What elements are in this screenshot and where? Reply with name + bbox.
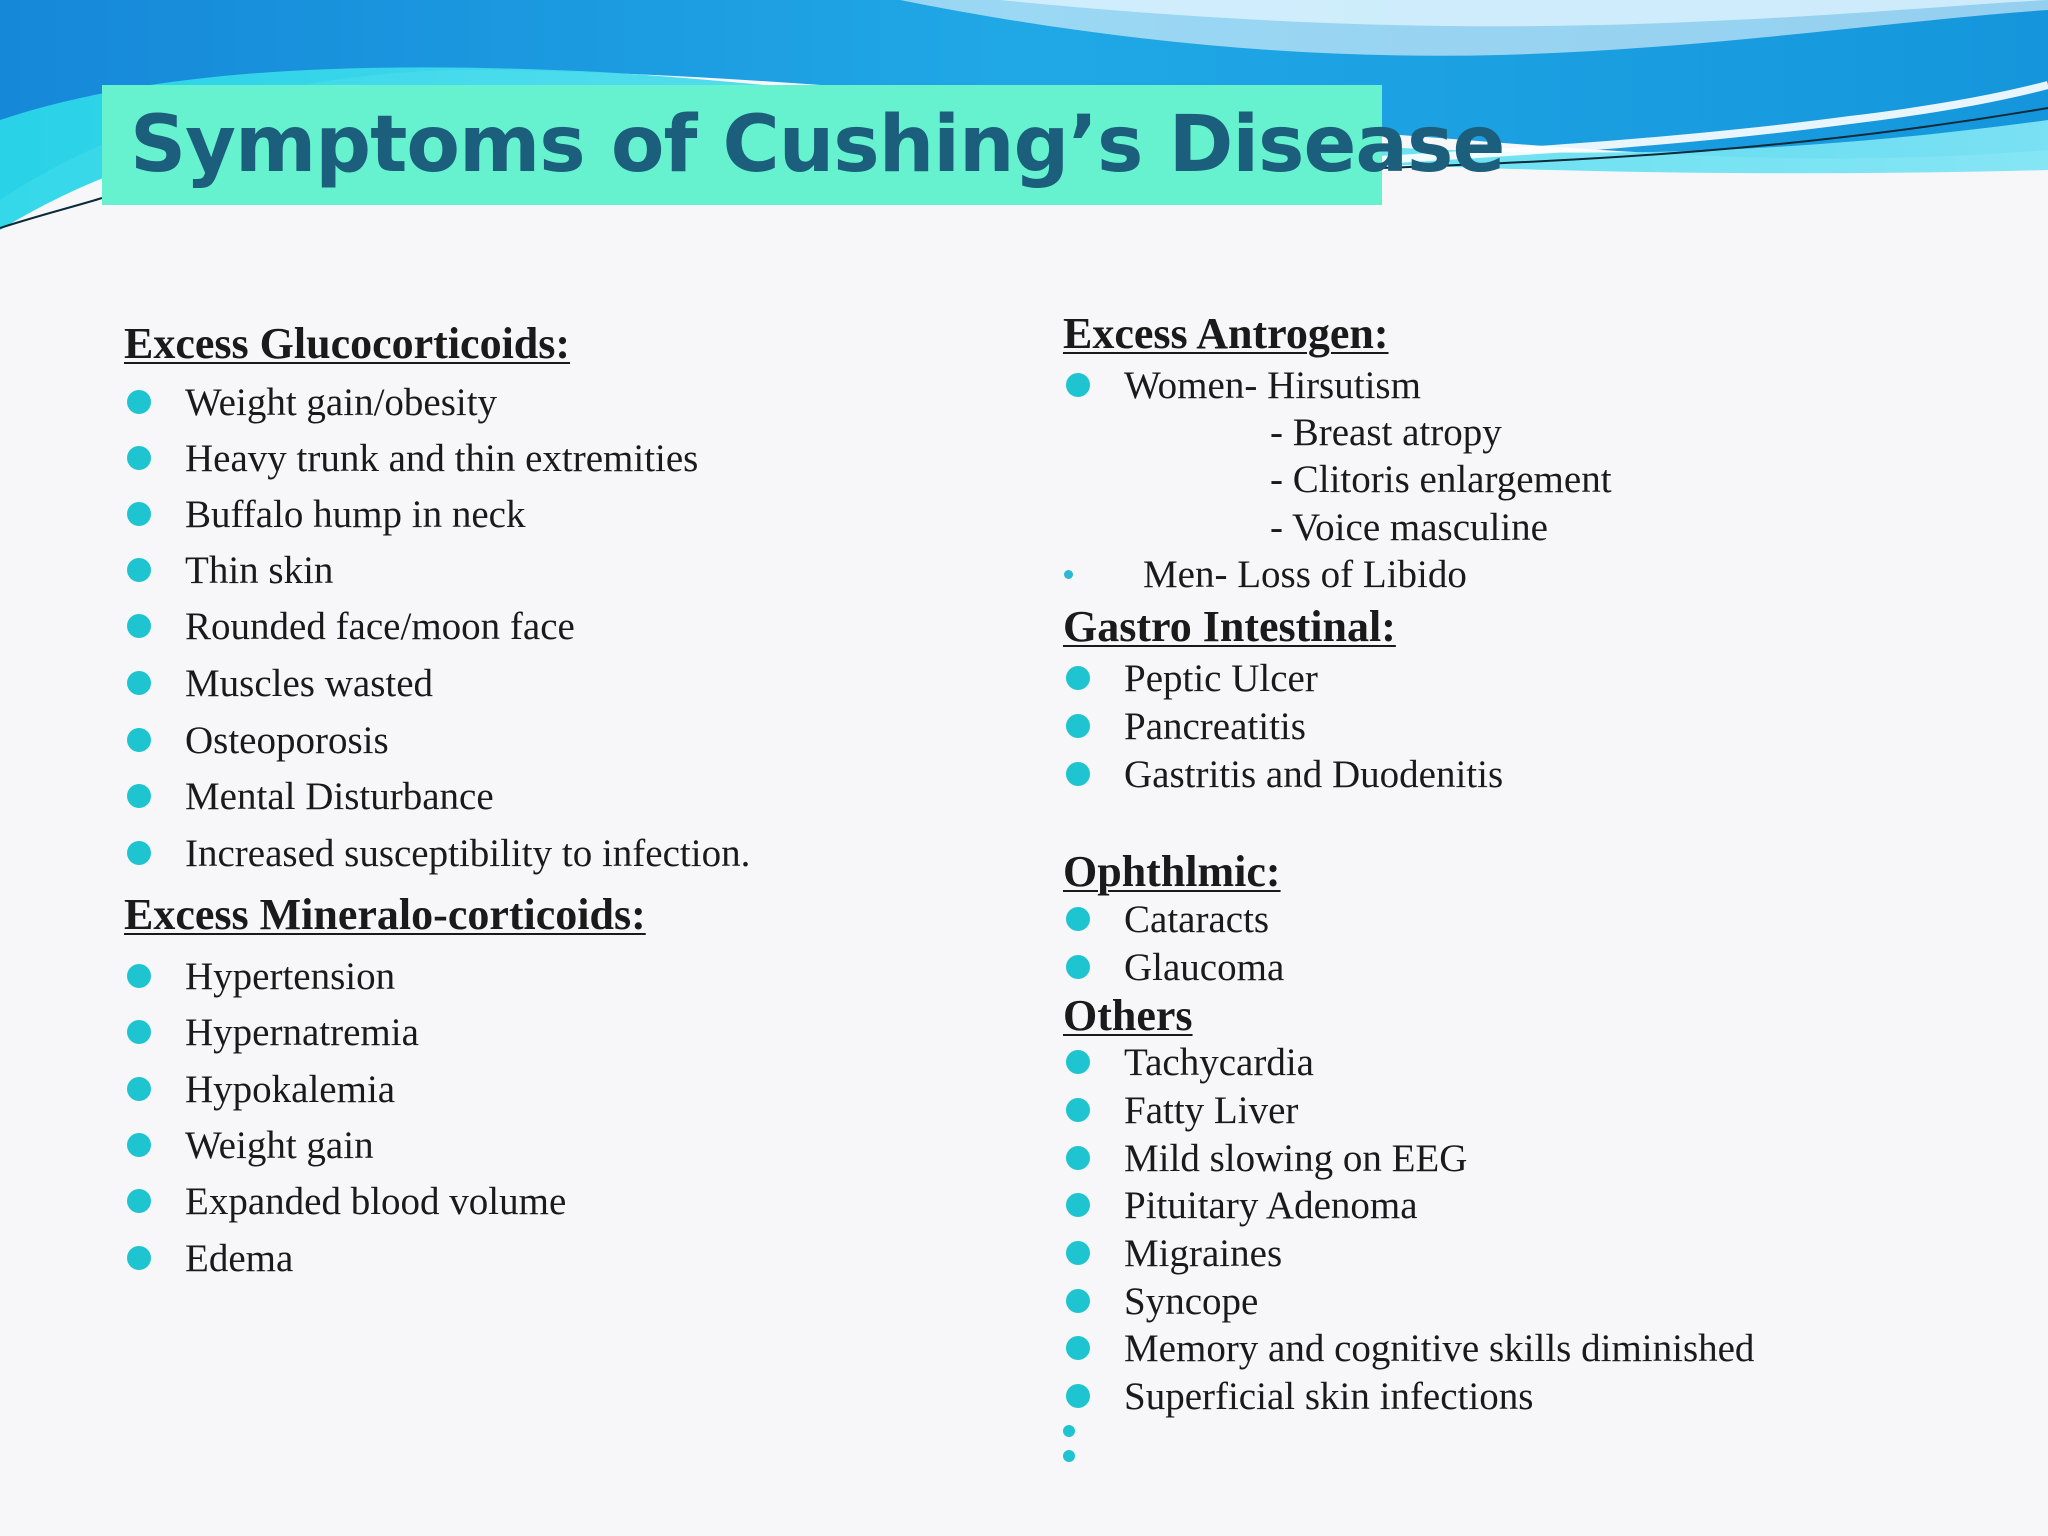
bullet-icon xyxy=(1066,1098,1090,1122)
list-item: Edema xyxy=(185,1237,294,1280)
title-banner xyxy=(102,85,1505,205)
sub-list-item: - Breast atropy xyxy=(1270,411,1502,454)
bullet-icon xyxy=(127,390,151,414)
list-item: Expanded blood volume xyxy=(185,1180,567,1223)
bullet-icon xyxy=(127,1133,151,1157)
list-item: Men- Loss of Libido xyxy=(1143,553,1467,596)
list-item: Memory and cognitive skills diminished xyxy=(1124,1327,1755,1370)
sub-list-item: - Clitoris enlargement xyxy=(1270,458,1612,501)
list-item: Tachycardia xyxy=(1124,1041,1314,1084)
list-item: Migraines xyxy=(1124,1232,1283,1275)
list-item: Cataracts xyxy=(1124,898,1270,941)
list-item: Syncope xyxy=(1124,1280,1259,1323)
bullet-icon xyxy=(127,841,151,865)
list-item: Osteoporosis xyxy=(185,719,389,762)
bullet-icon xyxy=(127,614,151,638)
empty-bullet-icon xyxy=(1063,1450,1075,1462)
bullet-icon xyxy=(1066,666,1090,690)
bullet-icon xyxy=(1066,1384,1090,1408)
bullet-icon xyxy=(1066,1289,1090,1313)
bullet-icon xyxy=(1066,1050,1090,1074)
bullet-icon xyxy=(1066,373,1090,397)
list-item: Heavy trunk and thin extremities xyxy=(185,437,699,480)
bullet-icon xyxy=(1066,1336,1090,1360)
list-item: Fatty Liver xyxy=(1124,1089,1299,1132)
bullet-icon xyxy=(127,784,151,808)
bullet-icon xyxy=(1064,570,1073,579)
bullet-icon xyxy=(127,1077,151,1101)
list-item: Glaucoma xyxy=(1124,946,1285,989)
list-item: Superficial skin infections xyxy=(1124,1375,1534,1418)
bullet-icon xyxy=(1066,1146,1090,1170)
empty-bullet-icon xyxy=(1063,1425,1075,1437)
bullet-icon xyxy=(127,1246,151,1270)
list-item: Pancreatitis xyxy=(1124,705,1306,748)
list-item: Peptic Ulcer xyxy=(1124,657,1318,700)
bullet-icon xyxy=(1066,955,1090,979)
heading-glucocorticoids: Excess Glucocorticoids: xyxy=(124,319,571,368)
bullet-icon xyxy=(1066,762,1090,786)
list-item: Hypertension xyxy=(185,955,396,998)
bullet-icon xyxy=(1066,1241,1090,1265)
bullet-icon xyxy=(127,558,151,582)
list-item: Pituitary Adenoma xyxy=(1124,1184,1418,1227)
list-item: Muscles wasted xyxy=(185,662,434,705)
list-item: Mild slowing on EEG xyxy=(1124,1137,1468,1180)
page-title: Symptoms of Cushing’s Disease xyxy=(130,100,1505,190)
bullet-icon xyxy=(1066,714,1090,738)
list-item: Mental Disturbance xyxy=(185,775,494,818)
list-item: Increased susceptibility to infection. xyxy=(185,832,751,875)
bullet-icon xyxy=(127,1020,151,1044)
heading-others: Others xyxy=(1063,991,1193,1040)
bullet-icon xyxy=(1066,907,1090,931)
bullet-icon xyxy=(127,728,151,752)
bullet-icon xyxy=(127,964,151,988)
heading-gastro-intestinal: Gastro Intestinal: xyxy=(1063,602,1396,651)
bullet-icon xyxy=(127,671,151,695)
list-item: Rounded face/moon face xyxy=(185,605,575,648)
bullet-icon xyxy=(127,502,151,526)
heading-ophthalmic: Ophthlmic: xyxy=(1063,847,1281,896)
list-item: Women- Hirsutism xyxy=(1124,364,1421,407)
list-item: Weight gain xyxy=(185,1124,374,1167)
sub-list-item: - Voice masculine xyxy=(1270,506,1548,549)
list-item: Hypokalemia xyxy=(185,1068,396,1111)
list-item: Hypernatremia xyxy=(185,1011,419,1054)
list-item: Gastritis and Duodenitis xyxy=(1124,753,1504,796)
heading-mineralocorticoids: Excess Mineralo-corticoids: xyxy=(124,890,646,939)
list-item: Buffalo hump in neck xyxy=(185,493,526,536)
heading-antrogen: Excess Antrogen: xyxy=(1063,309,1389,358)
list-item: Thin skin xyxy=(185,549,334,592)
bullet-icon xyxy=(127,446,151,470)
list-item: Weight gain/obesity xyxy=(185,381,498,424)
bullet-icon xyxy=(127,1189,151,1213)
bullet-icon xyxy=(1066,1193,1090,1217)
